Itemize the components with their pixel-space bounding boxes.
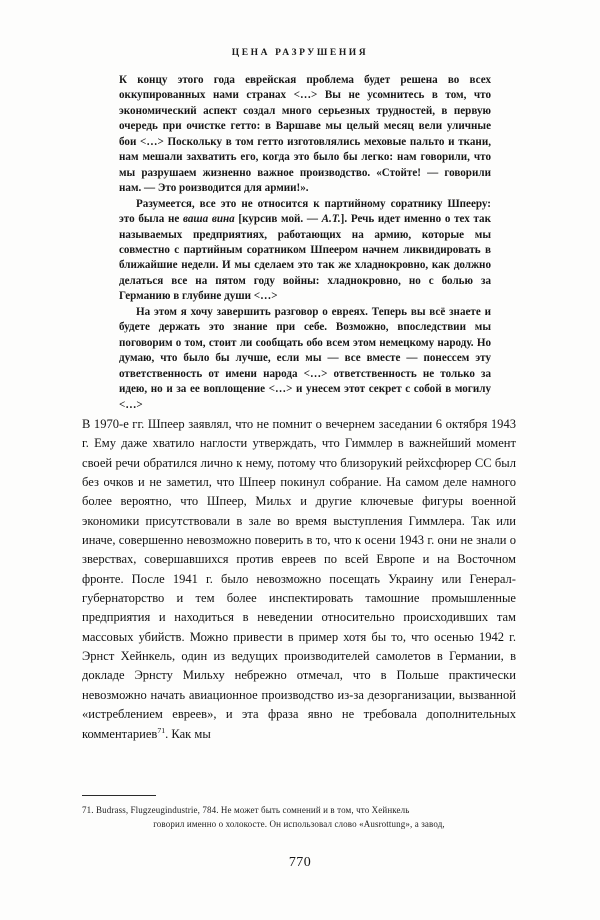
- extract-p2-italic-initials: А.Т.: [321, 213, 341, 226]
- extract-p2-lead: Разумеется, все это не относится к партийному соратнику Шпееру: это была не: [119, 197, 491, 226]
- block-quote-extract: [119, 73, 491, 413]
- page-number: 770: [288, 855, 312, 870]
- footnote-line-1: 71. Budrass, Flugzeugindustrie, 784. Не может быть сомнений и в том, что Хейнкель: [82, 805, 410, 815]
- extract-p2-italic-vasha-vina: ваша вина: [183, 213, 235, 226]
- main-body-text: [82, 415, 516, 744]
- main-text-after-note: . Как мы: [165, 726, 211, 741]
- extract-p2-mid: [курсив мой. —: [234, 213, 322, 226]
- footnote-separator-rule: [82, 795, 156, 796]
- footnote-reference-marker[interactable]: 71: [157, 725, 166, 735]
- footnote-block: [82, 803, 516, 831]
- extract-paragraph-2: [119, 197, 491, 305]
- extract-p2-tail: ]. Речь идет именно о тех так называемых предприятиях, работающих на армию, которые мы совместно с партийным соратником Шпеером начнем ликвидировать в ближайшие недели. И мы сделаем это так же хладнокровно, как должно делаться все на пятом году войны: хладнокровно, но с болью за Германию в глубине души <…>: [119, 213, 491, 303]
- main-paragraph: [82, 415, 516, 744]
- extract-paragraph-3: На этом я хочу завершить разговор о евреях. Теперь вы всё знаете и будете держать это знание при себе. Возможно, впоследствии мы поговорим о том, стоит ли сообщать обо всем этом немецкому народу. Но думаю, что было бы лучше, если мы — все вместе — понессем эту ответственность от имени народа <…> ответственность не только за идею, но и за ее воплощение <…> и унесем этот секрет с собой в могилу <…>: [119, 305, 491, 411]
- main-text-before-note: В 1970-е гг. Шпеер заявлял, что не помнит о вечернем заседании 6 октября 1943 г. Ему даже хватило наглости утверждать, что Гиммлер в важнейший момент своей речи обратился лично к нему, потому что близорукий рейхсфюрер СС был без очков и не заметил, что Шпеер покинул собрание. На самом деле намного более вероятно, что Шпеер, Мильх и другие ключевые фигуры военной экономики присутствовали в зале во время выступления Гиммлера. Так или иначе, совершенно невозможно поверить в то, что к осени 1943 г. они не знали о зверствах, совершавшихся против евреев по всей Европе и на Восточном фронте. После 1941 г. было невозможно посещать Украину или Генерал-губернаторство и тем более инспектировать тамошние промышленные предприятия и находиться в неведении относительно происходивших там массовых убийств. Можно привести в пример хотя бы то, что осенью 1942 г. Эрнст Хейнкель, один из ведущих производителей самолетов в Германии, в докладе Эрнсту Мильху небрежно отмечал, что в Польше практически невозможно начать авиационное производство из-за дезорганизации, вызванной «истреблением евреев», и эта фраза явно не требовала дополнительных комментариев: [82, 417, 516, 741]
- extract-paragraph-1: К концу этого года еврейская проблема будет решена во всех оккупированных нами странах <…> Вы не усомнитесь в том, что экономический аспект создал много серьезных трудностей, в первую очередь при очистке гетто: в Варшаве мы целый месяц вели уличные бои <…> Поскольку в том гетто изготовлялись меховые пальто и ткани, нам мешали захватить его, когда это было бы легко: нам говорили, что мы разрушаем жизненно важное производство. «Стойте! — говорили нам. — Это роизводится для армии!».: [119, 74, 491, 195]
- footnote-line-2: говорил именно о холокосте. Он использовал слово «Ausrottung», а завод,: [153, 819, 445, 830]
- running-head: ЦЕНА РАЗРУШЕНИЯ: [231, 48, 369, 58]
